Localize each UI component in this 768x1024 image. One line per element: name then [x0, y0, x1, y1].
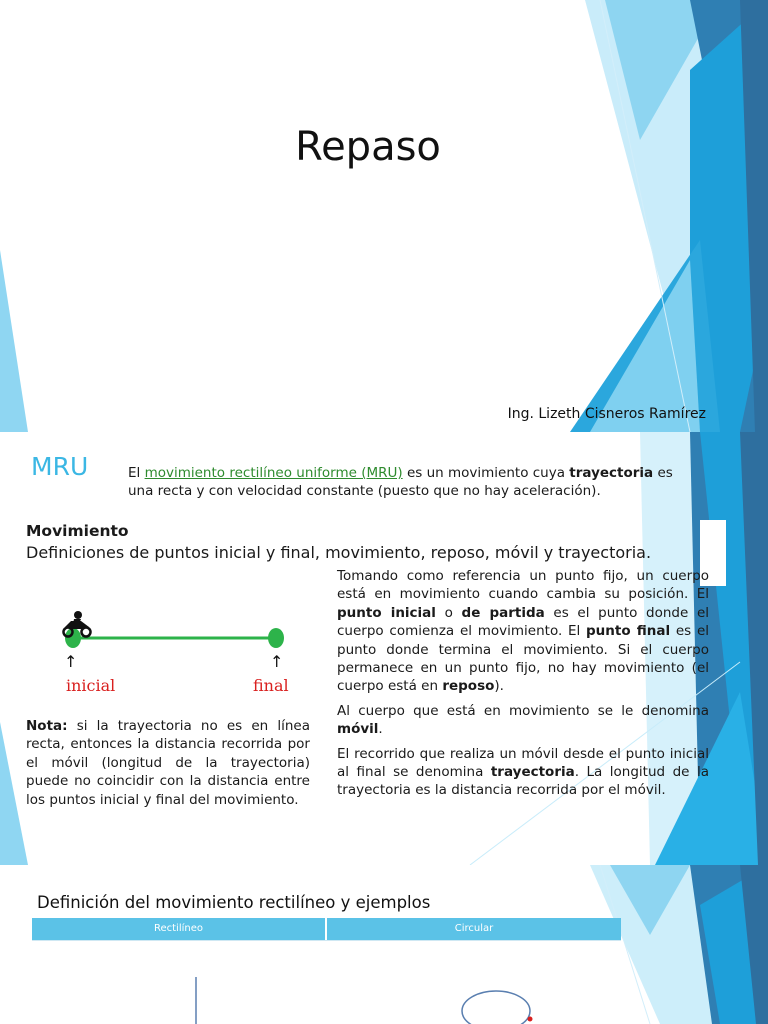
paragraph-mobile — [337, 702, 709, 739]
p-text: Al cuerpo que está en movimiento se le denomina — [337, 702, 709, 719]
p-bold: reposo — [442, 678, 495, 695]
p-text: es el punto donde termina el movimiento. Si el cuerpo permanece en un punto fijo, no hay movimiento (el cuerpo está en — [337, 623, 710, 695]
p-text: Tomando como referencia un punto fijo, un cuerpo está en movimiento cuando cambia su posición. El — [337, 568, 709, 603]
slide-3-decoration — [0, 865, 768, 1024]
p-bold: punto inicial — [337, 604, 436, 621]
paragraph-movement — [337, 567, 709, 696]
rectilinear-line-example — [190, 975, 202, 1024]
slide-1 — [0, 0, 768, 432]
motion-diagram — [55, 605, 305, 665]
end-arrow-icon: ↑ — [270, 652, 284, 671]
circular-path-example — [455, 985, 540, 1024]
slide-3 — [0, 865, 768, 1024]
end-point — [268, 628, 284, 648]
intro-bold: trayectoria — [569, 465, 654, 481]
slide-1-decoration — [0, 0, 768, 432]
intro-text: es una recta y con velocidad constante (puesto que no hay aceleración). — [128, 465, 673, 499]
slide-title: Repaso — [295, 124, 441, 170]
mru-intro — [128, 464, 680, 500]
mru-heading: MRU — [31, 452, 89, 481]
p-text: es el punto donde el cuerpo comienza el movimiento. El — [337, 604, 710, 640]
paragraph-trajectory — [337, 745, 709, 800]
label-end: final — [253, 676, 289, 695]
left-shard — [0, 250, 28, 432]
p-text: o — [435, 604, 462, 621]
column-header-circular: Circular — [327, 918, 621, 940]
p-text: ). — [494, 678, 504, 695]
p-text: . — [378, 721, 383, 738]
column-header-rectilinear: Rectilíneo — [32, 918, 327, 940]
definitions-text — [337, 567, 709, 806]
p-bold: móvil — [337, 721, 379, 738]
note-text — [26, 717, 310, 809]
slide-3-title: Definición del movimiento rectilíneo y ejemplos — [37, 893, 431, 912]
section-subtitle: Definiciones de puntos inicial y final, movimiento, reposo, móvil y trayectoria. — [26, 543, 652, 562]
table-divider — [32, 940, 621, 941]
intro-text: El — [128, 465, 145, 481]
mru-link[interactable]: movimiento rectilíneo uniforme (MRU) — [144, 465, 403, 481]
note-body: si la trayectoria no es en línea recta, entonces la distancia recorrida por el móvil (longitud de la trayectoria) puede no coincidir con la distancia entre los puntos inicial y final del movimiento. — [26, 718, 310, 808]
section-title: Movimiento — [26, 522, 129, 540]
label-start: inicial — [66, 676, 116, 695]
start-arrow-icon: ↑ — [64, 652, 78, 671]
author-name: Ing. Lizeth Cisneros Ramírez — [507, 406, 706, 422]
p-bold: punto final — [586, 623, 671, 640]
moving-point — [528, 1017, 533, 1022]
note-label: Nota: — [26, 718, 68, 734]
p-text: . La longitud de la trayectoria es la distancia recorrida por el móvil. — [337, 764, 709, 799]
circular-path — [462, 991, 530, 1024]
p-bold: trayectoria — [490, 764, 575, 781]
table-header — [32, 918, 621, 940]
left-shard-2 — [0, 722, 28, 865]
p-bold: de partida — [461, 604, 545, 621]
p-text: El recorrido que realiza un móvil desde el punto inicial al final se denomina — [337, 745, 709, 781]
intro-text: es un movimiento cuya — [402, 465, 570, 481]
